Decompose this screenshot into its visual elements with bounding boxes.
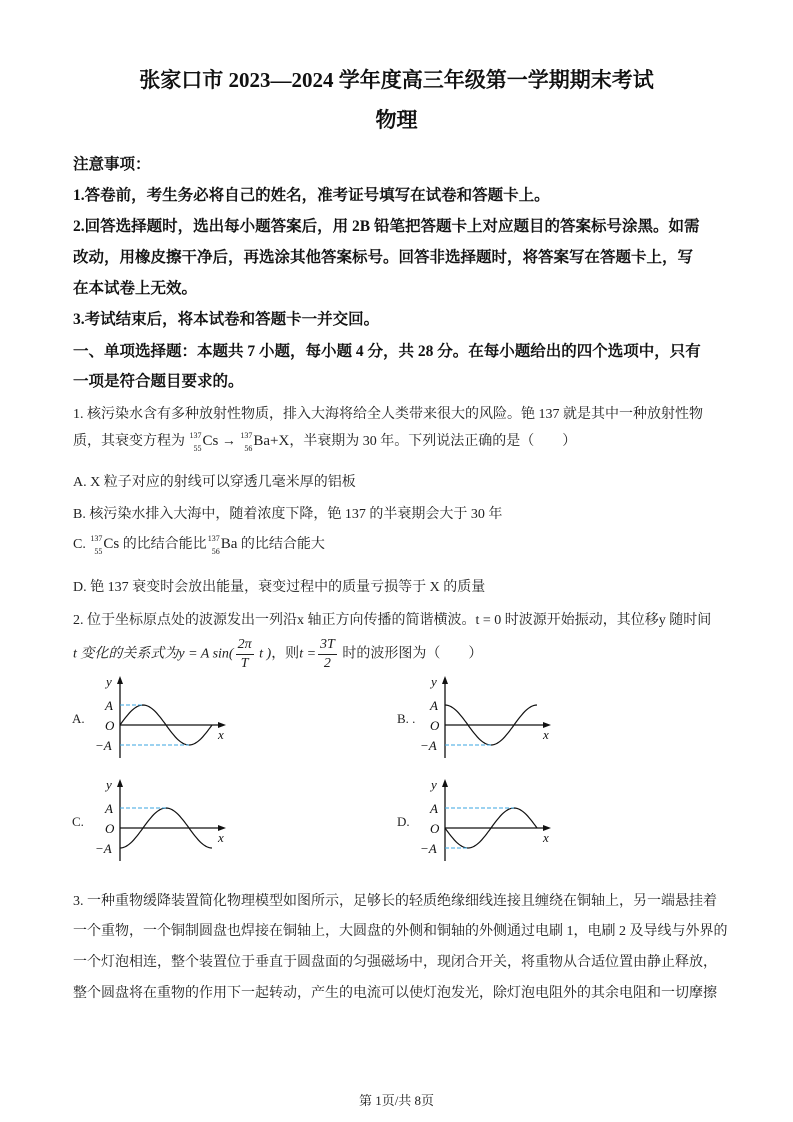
q1-option-c: C. 137 55 Cs 的比结合能比 137 56 Ba 的比结合能大 <box>73 533 325 556</box>
wave-graph-svg <box>70 775 230 865</box>
q1-stem-suffix: ，半衰期为 30 年。下列说法正确的是（ ） <box>289 434 577 449</box>
section-heading-cont: 一项是符合题目要求的。 <box>73 373 244 390</box>
tick-label-origin: O <box>430 718 440 733</box>
notice-item: 2.回答选择题时，选出每小题答案后，用 2B 铅笔把答题卡上对应题目的答案标号涂黑。如需 <box>73 218 700 235</box>
tick-label-neg-a: −A <box>420 738 437 753</box>
ba-isotope-c: 137 56 <box>207 533 220 556</box>
frac-3T-2: $\frac{3T}{2}$ <box>320 637 335 671</box>
subject-title: 物理 <box>375 108 418 132</box>
q2-stem-line1: 2. 位于坐标原点处的波源发出一列沿x 轴正方向传播的简谐横波。t = 0 时波源开始振动，其位移y 随时间 <box>73 613 712 628</box>
y-axis-label: y <box>431 674 437 689</box>
q1-stem-line2 <box>73 430 576 453</box>
option-label: A. <box>72 711 85 726</box>
plus-x: +X <box>270 433 290 449</box>
notice-heading: 注意事项： <box>73 156 151 173</box>
tick-label-a: A <box>105 801 113 816</box>
wave-graph-c <box>70 775 230 865</box>
tick-label-origin: O <box>430 821 440 836</box>
x-axis-label: x <box>543 830 549 845</box>
wave-graph-svg <box>70 672 230 762</box>
wave-graph-svg <box>395 775 555 865</box>
notice-item: 1.答卷前，考生务必将自己的姓名，准考证号填写在试卷和答题卡上。 <box>73 187 550 204</box>
option-label: B. . <box>397 711 416 726</box>
tick-label-origin: O <box>105 718 115 733</box>
y-axis-arrow-icon <box>117 779 123 787</box>
notice-item: 3.考试结束后，将本试卷和答题卡一并交回。 <box>73 311 380 328</box>
tick-label-neg-a: −A <box>95 841 112 856</box>
ba-symbol: Ba <box>253 433 271 449</box>
section-heading: 一、单项选择题：本题共 7 小题，每小题 4 分，共 28 分。在每小题给出的四个选项中，只有 <box>73 343 701 360</box>
cs-isotope-c: 137 55 <box>90 533 103 556</box>
y-axis-label: y <box>106 777 112 792</box>
decay-arrow: → <box>221 434 236 449</box>
tick-label-a: A <box>105 698 113 713</box>
notice-item: 在本试卷上无效。 <box>73 280 198 297</box>
q1-stem-prefix: 质，其衰变方程为 <box>73 434 185 449</box>
tick-label-neg-a: −A <box>420 841 437 856</box>
x-axis-label: x <box>218 830 224 845</box>
x-axis-label: x <box>218 727 224 742</box>
option-label: D. <box>397 814 410 829</box>
frac-2pi-T: $\frac{2\pi}{T}$ <box>237 637 252 671</box>
y-axis-arrow-icon <box>442 676 448 684</box>
option-label: C. <box>72 814 84 829</box>
y-axis-arrow-icon <box>442 779 448 787</box>
ba-isotope: 137 56 <box>240 430 253 453</box>
y-axis-label: y <box>431 777 437 792</box>
tick-label-a: A <box>430 698 438 713</box>
exam-title: 张家口市 2023—2024 学年度高三年级第一学期期末考试 <box>139 68 654 92</box>
wave-graph-svg <box>395 672 555 762</box>
tick-label-a: A <box>430 801 438 816</box>
x-axis-label: x <box>543 727 549 742</box>
wave-graph-b <box>395 672 555 762</box>
q1-option-a: A. X 粒子对应的射线可以穿透几毫米厚的铝板 <box>73 475 356 490</box>
q3-stem-line: 3. 一种重物缓降装置简化物理模型如图所示，足够长的轻质绝缘细线连接且缠绕在铜轴上，另一端悬挂着 <box>73 894 717 909</box>
tick-label-neg-a: −A <box>95 738 112 753</box>
y-axis-label: y <box>106 674 112 689</box>
tick-label-origin: O <box>105 821 115 836</box>
q2-stem-line2: t 变化的关系式为y = A sin( $\frac{2\pi}{T}$ t )，则t = $\frac{3T}{2}$ 时的波形图为（ ） <box>73 637 483 671</box>
q3-stem-line: 一个灯泡相连，整个装置位于垂直于圆盘面的匀强磁场中，现闭合开关，将重物从合适位置由静止释放， <box>73 955 717 970</box>
page-footer: 第 1页/共 8页 <box>358 1093 435 1108</box>
y-axis-arrow-icon <box>117 676 123 684</box>
q2-formula: y = A sin( <box>178 646 234 662</box>
wave-graph-d <box>395 775 555 865</box>
cs-symbol: Cs <box>202 433 219 449</box>
q1-option-b: B. 核污染水排入大海中，随着浓度下降，铯 137 的半衰期会大于 30 年 <box>73 507 503 522</box>
q3-stem-line: 整个圆盘将在重物的作用下一起转动，产生的电流可以使灯泡发光，除灯泡电阻外的其余电阻和一切摩擦 <box>73 986 717 1001</box>
cs-isotope: 137 55 <box>189 430 202 453</box>
q1-option-d: D. 铯 137 衰变时会放出能量，衰变过程中的质量亏损等于 X 的质量 <box>73 580 486 595</box>
notice-item: 改动，用橡皮擦干净后，再选涂其他答案标号。回答非选择题时，将答案写在答题卡上，写 <box>73 249 694 266</box>
q1-stem-line1: 1. 核污染水含有多种放射性物质，排入大海将给全人类带来很大的风险。铯 137 就是其中一种放射性物 <box>73 407 703 422</box>
q3-stem-line: 一个重物，一个铜制圆盘也焊接在铜轴上，大圆盘的外侧和铜轴的外侧通过电刷 1，电刷 2 及导线与外界的 <box>73 924 728 939</box>
wave-graph-a <box>70 672 230 762</box>
